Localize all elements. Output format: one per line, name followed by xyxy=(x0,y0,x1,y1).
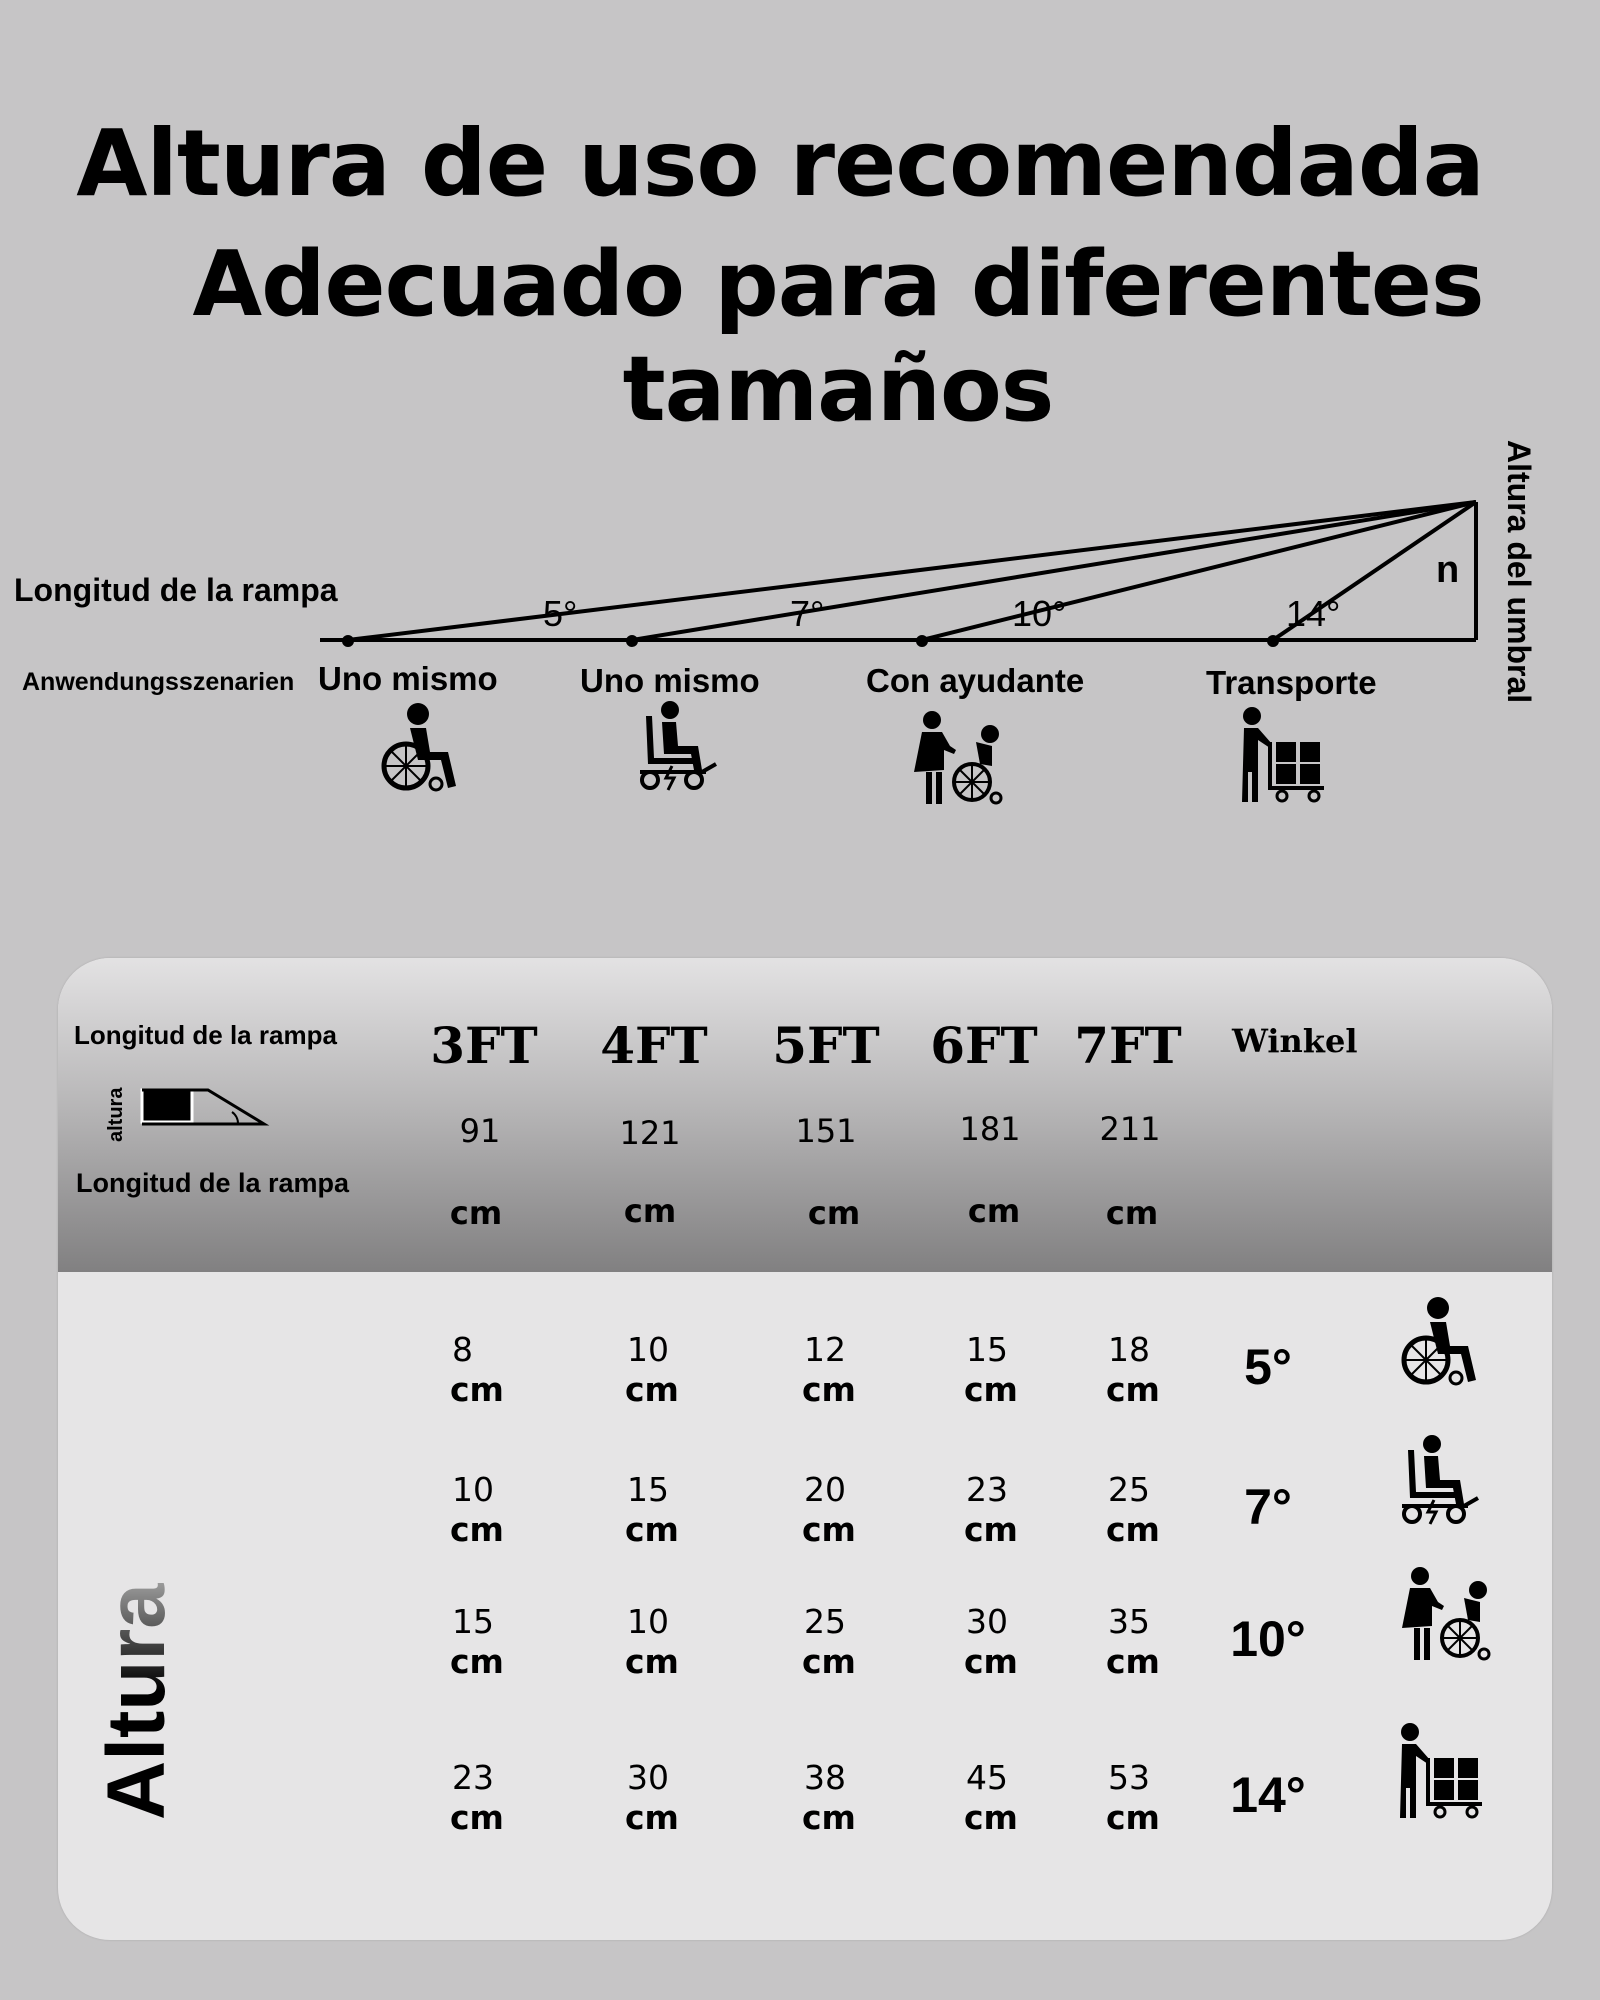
table-cell xyxy=(802,1330,962,1410)
column-unit-5: cm xyxy=(807,1194,861,1232)
cell-unit: cm xyxy=(625,1798,679,1837)
cell-value: 45 xyxy=(966,1758,1008,1797)
cell-value: 23 xyxy=(452,1758,494,1797)
table-cell xyxy=(964,1602,1124,1682)
column-cm-3: 91 xyxy=(459,1112,501,1150)
column-unit-3: cm xyxy=(449,1194,503,1232)
scenario-label-self-manual: Uno mismo xyxy=(318,660,498,697)
scenario-label-helper: Con ayudante xyxy=(866,662,1085,699)
table-cell xyxy=(625,1602,785,1682)
scenario-label-transport: Transporte xyxy=(1206,664,1377,701)
column-ft-5: 5FT xyxy=(772,1016,880,1075)
cell-value: 25 xyxy=(1108,1470,1150,1509)
cell-value: 30 xyxy=(627,1758,669,1797)
cell-value: 10 xyxy=(627,1602,669,1641)
header-small-height-label: altura xyxy=(105,1087,127,1142)
cell-unit: cm xyxy=(964,1370,1018,1409)
row-axis-label: Altura xyxy=(91,1583,182,1820)
cell-value: 12 xyxy=(804,1330,846,1369)
cell-unit: cm xyxy=(1106,1510,1160,1549)
scenarios-label: Anwendungsszenarien xyxy=(22,668,295,696)
angle-label-7: 7° xyxy=(790,593,825,634)
cell-value: 15 xyxy=(966,1330,1008,1369)
row-angle-label: 10° xyxy=(1230,1611,1306,1667)
column-unit-6: cm xyxy=(967,1192,1021,1230)
cell-value: 53 xyxy=(1108,1758,1150,1797)
header-ramp-length-label-bottom: Longitud de la rampa xyxy=(76,1168,350,1198)
column-ft-3: 3FT xyxy=(430,1016,538,1075)
cell-unit: cm xyxy=(802,1370,856,1409)
cell-value: 35 xyxy=(1108,1602,1150,1641)
row-angle-label: 14° xyxy=(1230,1767,1306,1823)
row-angle-label: 7° xyxy=(1244,1479,1292,1535)
cell-value: 38 xyxy=(804,1758,846,1797)
table-cell xyxy=(964,1470,1124,1550)
cell-value: 20 xyxy=(804,1470,846,1509)
cell-unit: cm xyxy=(450,1798,504,1837)
electric-wheelchair-icon xyxy=(1398,1434,1480,1526)
table-cell xyxy=(450,1602,610,1682)
ramp-start-dot-7 xyxy=(626,635,638,647)
column-cm-6: 181 xyxy=(959,1110,1021,1148)
column-ft-6: 6FT xyxy=(930,1016,1038,1075)
column-ft-7: 7FT xyxy=(1074,1016,1182,1075)
cell-unit: cm xyxy=(964,1642,1018,1681)
cell-value: 23 xyxy=(966,1470,1008,1509)
cell-value: 15 xyxy=(627,1470,669,1509)
column-cm-5: 151 xyxy=(795,1112,857,1150)
table-cell xyxy=(802,1602,962,1682)
cell-unit: cm xyxy=(450,1370,504,1409)
cell-unit: cm xyxy=(1106,1370,1160,1409)
cell-value: 10 xyxy=(627,1330,669,1369)
hand-cart-icon xyxy=(1398,1722,1484,1820)
cell-unit: cm xyxy=(802,1642,856,1681)
table-cell xyxy=(625,1470,785,1550)
cell-value: 18 xyxy=(1108,1330,1150,1369)
title-line-2: Adecuado para diferentes tamaños xyxy=(192,232,1484,442)
cell-unit: cm xyxy=(625,1370,679,1409)
wheelchair-with-helper-icon xyxy=(910,710,1006,806)
table-cell xyxy=(450,1758,610,1838)
column-unit-4: cm xyxy=(623,1192,677,1230)
table-cell xyxy=(964,1758,1124,1838)
cell-unit: cm xyxy=(1106,1798,1160,1837)
cell-value: 30 xyxy=(966,1602,1008,1641)
threshold-height-label: Altura del umbral xyxy=(1501,440,1537,704)
table-cell xyxy=(450,1330,610,1410)
ramp-angle-diagram xyxy=(0,0,1600,900)
cell-value: 10 xyxy=(452,1470,494,1509)
angle-label-14: 14° xyxy=(1286,593,1341,634)
ramp-line-10 xyxy=(922,502,1476,640)
cell-value: 8 xyxy=(452,1330,473,1369)
ramp-start-dot-14 xyxy=(1267,635,1279,647)
title-line-1: Altura de uso recomendada xyxy=(76,110,1484,217)
cell-unit: cm xyxy=(802,1798,856,1837)
cell-unit: cm xyxy=(802,1510,856,1549)
angle-label-5: 5° xyxy=(543,593,578,634)
table-cell xyxy=(450,1470,610,1550)
ramp-start-dot-5 xyxy=(342,635,354,647)
wheelchair-with-helper-icon xyxy=(1398,1566,1494,1662)
table-cell xyxy=(625,1330,785,1410)
electric-wheelchair-icon xyxy=(636,700,718,792)
table-cell xyxy=(802,1470,962,1550)
cell-unit: cm xyxy=(1106,1642,1160,1681)
column-unit-7: cm xyxy=(1105,1194,1159,1232)
angle-symbol-n: n xyxy=(1436,549,1460,591)
ramp-start-dot-10 xyxy=(916,635,928,647)
cell-unit: cm xyxy=(450,1510,504,1549)
cell-unit: cm xyxy=(625,1642,679,1681)
table-cell xyxy=(802,1758,962,1838)
scenario-label-self-electric: Uno mismo xyxy=(580,662,760,699)
ramp-length-label: Longitud de la rampa xyxy=(14,572,338,608)
hand-cart-icon xyxy=(1240,706,1326,804)
column-cm-4: 121 xyxy=(619,1114,681,1152)
cell-unit: cm xyxy=(450,1642,504,1681)
header-angle-label: Winkel xyxy=(1232,1022,1358,1060)
cell-unit: cm xyxy=(625,1510,679,1549)
column-cm-7: 211 xyxy=(1099,1110,1161,1148)
header-ramp-length-label-top: Longitud de la rampa xyxy=(74,1020,337,1050)
manual-wheelchair-icon xyxy=(378,700,464,794)
row-angle-label: 5° xyxy=(1244,1339,1292,1395)
manual-wheelchair-icon xyxy=(1398,1294,1484,1388)
table-cell xyxy=(625,1758,785,1838)
cell-value: 25 xyxy=(804,1602,846,1641)
cell-unit: cm xyxy=(964,1798,1018,1837)
table-cell xyxy=(964,1330,1124,1410)
column-ft-4: 4FT xyxy=(600,1016,708,1075)
cell-value: 15 xyxy=(452,1602,494,1641)
cell-unit: cm xyxy=(964,1510,1018,1549)
ramp-schematic-icon xyxy=(98,1062,338,1148)
angle-label-10: 10° xyxy=(1012,593,1067,634)
